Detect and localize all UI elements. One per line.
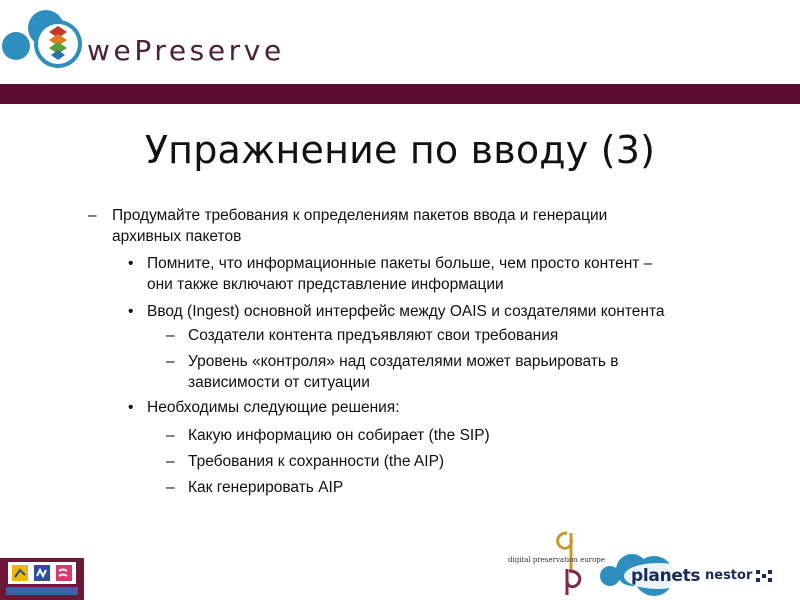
bullet-marker: – (166, 327, 175, 344)
nestor-wordmark: nestor (705, 568, 753, 583)
bullet-text (147, 397, 760, 418)
bullet-marker: – (166, 453, 175, 470)
bullet-line: Уровень «контроля» над создателями может варьировать в (188, 353, 619, 370)
bullet-line: Помните, что информационные пакеты больше, чем просто контент – (147, 255, 653, 272)
bullet-line: они также включают представление информации (147, 276, 504, 293)
bullet-text (147, 253, 760, 295)
bullet-text (188, 425, 760, 446)
header (0, 0, 800, 104)
project-logo-strip (6, 587, 78, 595)
bullet-line: Необходимы следующие решения: (147, 399, 400, 416)
dp-text: digital preservation europe (508, 556, 605, 564)
bullet-line: архивных пакетов (112, 228, 242, 245)
bullet-marker: – (166, 427, 175, 444)
header-bar (0, 84, 800, 104)
bullet-line: Требования к сохранности (the AIP) (188, 453, 445, 470)
project-logo (0, 558, 84, 600)
bullet-text (188, 477, 760, 498)
bullet-marker: • (128, 399, 134, 416)
bullet-line: Создатели контента предъявляют свои требования (188, 327, 559, 344)
bullet-text (188, 451, 760, 472)
bullet-marker: • (128, 303, 134, 320)
bullet-text (112, 205, 760, 247)
bullet-line: Какую информацию он собирает (the SIP) (188, 427, 490, 444)
bullet-line: Продумайте требования к определениям пакетов ввода и генерации (112, 207, 608, 224)
bullet-line: Ввод (Ingest) основной интерфейс между OAIS и создателями контента (147, 303, 665, 320)
bullet-marker: • (128, 255, 134, 272)
nestor-dots-icon (756, 570, 772, 582)
bullet-marker: – (88, 207, 97, 224)
bullet-marker: – (166, 353, 175, 370)
bullet-text (147, 301, 760, 322)
bullet-text (188, 351, 760, 393)
slide-title: Упражнение по вводу (3) (144, 128, 656, 172)
bullet-marker: – (166, 479, 175, 496)
bullet-line: зависимости от ситуации (188, 374, 370, 391)
planets-wordmark: planets (631, 566, 701, 586)
bullet-line: Как генерировать AIP (188, 479, 344, 496)
brand-name: wePreserve (87, 34, 285, 67)
wepreserve-logo-icon (0, 0, 100, 84)
bullet-text (188, 325, 760, 346)
project-logo-icon (8, 562, 76, 584)
